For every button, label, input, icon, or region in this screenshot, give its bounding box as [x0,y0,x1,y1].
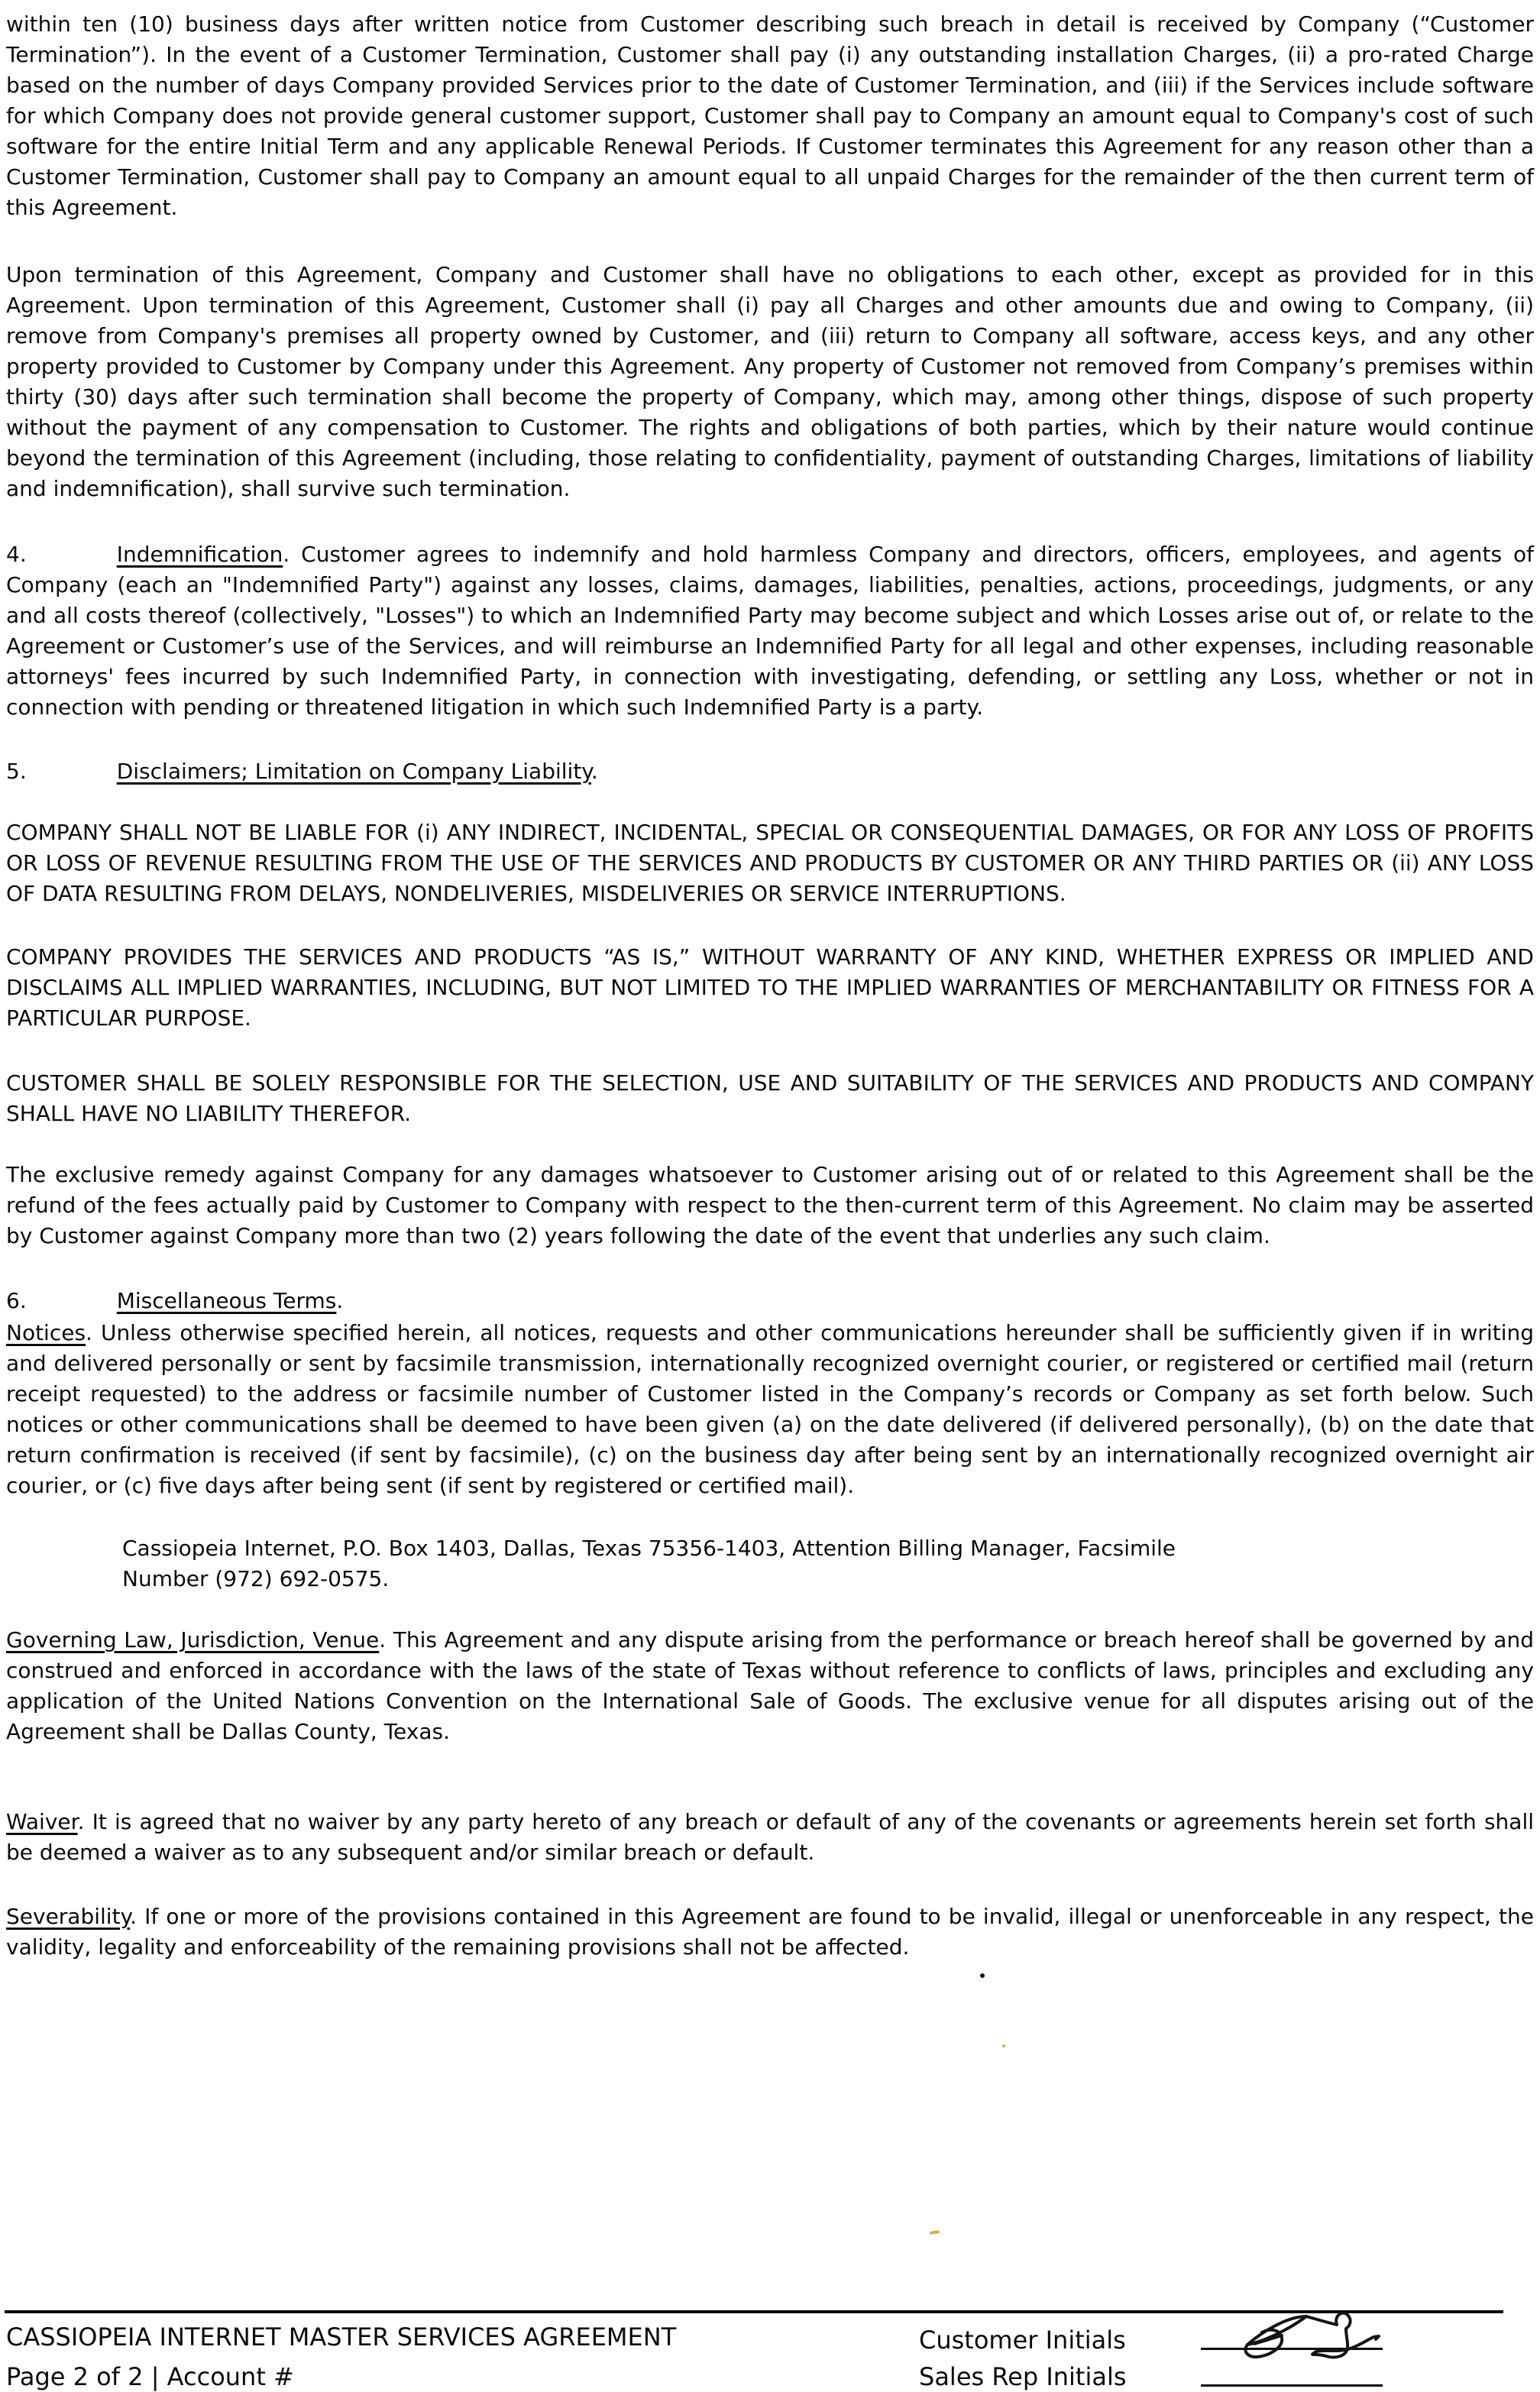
paragraph-termination-effects: Upon termination of this Agreement, Company and Customer shall have no obligations to each other, except as provided for in this Agreement. Upon termination of this Agreement, Customer shall (i) pay all Charges and other amounts due and owing to Company, (ii) remove from Company's premises all property owned by Customer, and (iii) return to Company all software, access keys, and any other property provided to Customer by Company under this Agreement. Any property of Customer not removed from Company’s premises within thirty (30) days after such termination shall become the property of Company, which may, among other things, dispose of such property without the payment of any compensation to Customer. The rights and obligations of both parties, which by their nature would continue beyond the termination of this Agreement (including, those relating to confidentiality, payment of outstanding Charges, limitations of liability and indemnification), shall survive such termination. [6,262,1534,501]
address-line-2: Number (972) 692-0575. [122,1566,390,1591]
footer-document-title: CASSIOPEIA INTERNET MASTER SERVICES AGREEMENT [6,2322,677,2352]
section-4-indemnification [6,539,1534,723]
section-5-title: Disclaimers; Limitation on Company Liability [116,759,591,784]
customer-initials-signature [1231,2303,1392,2367]
section-6-heading [6,1286,1534,1316]
scan-artifact-dot [980,1973,985,1978]
paragraph-waiver [6,1807,1534,1868]
paragraph-caps-sole-responsibility: CUSTOMER SHALL BE SOLELY RESPONSIBLE FOR THE SELECTION, USE AND SUITABILITY OF THE SERVICES AND PRODUCTS AND COMPANY SHALL HAVE NO LIABILITY THEREFOR. [6,1070,1534,1126]
severability-text: . If one or more of the provisions contained in this Agreement are found to be invalid, illegal or unenforceable in any respect, the validity, legality and enforceability of the remaining provisions shall not be affected. [6,1904,1534,1960]
paragraph-notices [6,1318,1534,1501]
section-6-title: Miscellaneous Terms [116,1288,337,1313]
sales-rep-initials-blank-line [1201,2384,1383,2387]
scan-artifact-orange-dot [1002,2044,1005,2047]
section-4-title: Indemnification [116,542,283,567]
section-6-number: 6. [6,1288,27,1313]
address-block [122,1533,1412,1594]
signature-sweep-stroke [1306,2313,1379,2358]
section-4-text: . Customer agrees to indemnify and hold harmless Company and directors, officers, employees, and agents of Company (each an "Indemnified Party") against any losses, claims, damages, liabilities, penalties, actions, proceedings, judgments, or any and all costs thereof (collectively, "Losses") to which an Indemnified Party may become subject and which Losses arise out of, or relate to the Agreement or Customer’s use of the Services, and will reimburse an Indemnified Party for all legal and other expenses, including reasonable attorneys' fees incurred by such Indemnified Party, in connection with investigating, defending, or settling any Loss, whether or not in connection with pending or threatened litigation in which such Indemnified Party is a party. [6,542,1534,720]
customer-initials-label: Customer Initials [919,2326,1126,2355]
notices-text: . Unless otherwise specified herein, all notices, requests and other communications hereunder shall be sufficiently given if in writing and delivered personally or sent by facsimile transmission, internationally recognized overnight courier, or registered or certified mail (return receipt requested) to the address or facsimile number of Customer listed in the Company’s records or Company as set forth below. Such notices or other communications shall be deemed to have been given (a) on the date delivered (if delivered personally), (b) on the date that return confirmation is received (if sent by facsimile), (c) on the business day after being sent by an internationally recognized overnight air courier, or (c) five days after being sent (if sent by registered or certified mail). [6,1320,1534,1498]
section-5-number: 5. [6,759,27,784]
waiver-lead: Waiver [6,1809,78,1834]
scan-artifact-orange-mark [930,2230,940,2235]
paragraph-caps-no-liability: COMPANY SHALL NOT BE LIABLE FOR (i) ANY INDIRECT, INCIDENTAL, SPECIAL OR CONSEQUENTIAL DAMAGES, OR FOR ANY LOSS OF PROFITS OR LOSS OF REVENUE RESULTING FROM THE USE OF THE SERVICES AND PRODUCTS BY CUSTOMER OR ANY THIRD PARTIES OR (ii) ANY LOSS OF DATA RESULTING FROM DELAYS, NONDELIVERIES, MISDELIVERIES OR SERVICE INTERRUPTIONS. [6,820,1534,906]
footer-page-number: Page 2 of 2 | Account # [6,2362,294,2391]
sales-rep-initials-label: Sales Rep Initials [919,2362,1127,2391]
notices-lead: Notices [6,1320,86,1345]
section-5-period: . [590,759,598,784]
paragraph-caps-as-is: COMPANY PROVIDES THE SERVICES AND PRODUCTS “AS IS,” WITHOUT WARRANTY OF ANY KIND, WHETHER EXPRESS OR IMPLIED AND DISCLAIMS ALL IMPLIED WARRANTIES, INCLUDING, BUT NOT LIMITED TO THE IMPLIED WARRANTIES OF MERCHANTABILITY OR FITNESS FOR A PARTICULAR PURPOSE. [6,944,1534,1031]
waiver-text: . It is agreed that no waiver by any party hereto of any breach or default of any of the covenants or agreements herein set forth shall be deemed a waiver as to any subsequent and/or similar breach or default. [6,1809,1534,1865]
severability-lead: Severability [6,1904,131,1929]
section-6-period: . [336,1288,344,1313]
section-5-heading [6,756,1534,787]
governing-law-lead: Governing Law, Jurisdiction, Venue [6,1627,380,1652]
paragraph-termination-continued: within ten (10) business days after written notice from Customer describing such breach in detail is received by Company (“Customer Termination”). In the event of a Customer Termination, Customer shall pay (i) any outstanding installation Charges, (ii) a pro-rated Charge based on the number of days Company provided Services prior to the date of Customer Termination, and (iii) if the Services include software for which Company does not provide general customer support, Customer shall pay to Company an amount equal to Company's cost of such software for the entire Initial Term and any applicable Renewal Periods. If Customer terminates this Agreement for any reason other than a Customer Termination, Customer shall pay to Company an amount equal to all unpaid Charges for the remainder of the then current term of this Agreement. [6,11,1534,220]
governing-law-text: . This Agreement and any dispute arising from the performance or breach hereof shall be governed by and construed and enforced in accordance with the laws of the state of Texas without reference to conflicts of laws, principles and excluding any application of the United Nations Convention on the International Sale of Goods. The exclusive venue for all disputes arising out of the Agreement shall be Dallas County, Texas. [6,1627,1534,1744]
paragraph-severability [6,1902,1534,1963]
paragraph-exclusive-remedy: The exclusive remedy against Company for any damages whatsoever to Customer arising out of or related to this Agreement shall be the refund of the fees actually paid by Customer to Company with respect to the then-current term of this Agreement. No claim may be asserted by Customer against Company more than two (2) years following the date of the event that underlies any such claim. [6,1162,1534,1248]
section-4-number: 4. [6,542,27,567]
paragraph-governing-law [6,1625,1534,1747]
address-line-1: Cassiopeia Internet, P.O. Box 1403, Dallas, Texas 75356-1403, Attention Billing Manager, Facsimile [122,1536,1176,1561]
